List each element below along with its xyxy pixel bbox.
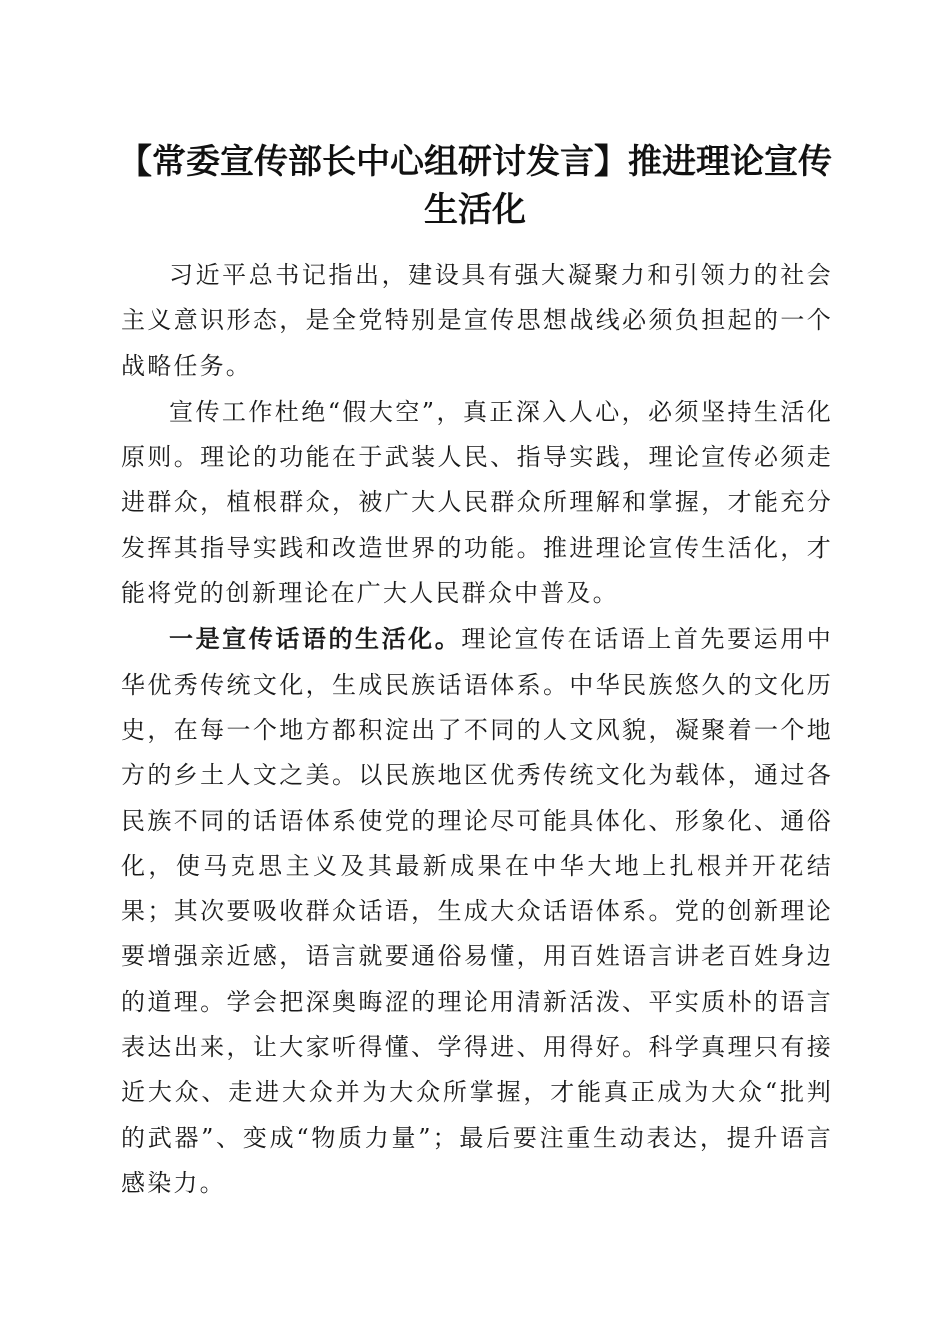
document-title: 【常委宣传部长中心组研讨发言】推进理论宣传生活化 [118, 142, 832, 230]
paragraph-2 [121, 389, 833, 616]
paragraph-1-text: 习近平总书记指出，建设具有强大凝聚力和引领力的社会主义意识形态，是全党特别是宣传思想战线必须负担起的一个战略任务。 [121, 261, 833, 380]
paragraph-3-text: 理论宣传在话语上首先要运用中华优秀传统文化，生成民族话语体系。中华民族悠久的文化历史，在每一个地方都积淀出了不同的人文风貌，凝聚着一个地方的乡土人文之美。以民族地区优秀传统文化为载体，通过各民族不同的话语体系使党的理论尽可能具体化、形象化、通俗化，使马克思主义及其最新成果在中华大地上扎根并开花结果；其次要吸收群众话语，生成大众话语体系。党的创新理论要增强亲近感，语言就要通俗易懂，用百姓语言讲老百姓身边的道理。学会把深奥晦涩的理论用清新活泼、平实质朴的语言表达出来，让大家听得懂、学得进、用得好。科学真理只有接近大众、走进大众并为大众所掌握，才能真正成为大众“批判的武器”、变成“物质力量”；最后要注重生动表达，提升语言感染力。 [121, 625, 833, 1197]
paragraph-2-text: 宣传工作杜绝“假大空”，真正深入人心，必须坚持生活化原则。理论的功能在于武装人民、指导实践，理论宣传必须走进群众，植根群众，被广大人民群众所理解和掌握，才能充分发挥其指导实践和改造世界的功能。推进理论宣传生活化，才能将党的创新理论在广大人民群众中普及。 [121, 397, 833, 608]
paragraph-3 [121, 616, 833, 1206]
paragraph-3-lead: 一是宣传话语的生活化。 [169, 624, 462, 654]
paragraph-1 [121, 252, 833, 389]
document-body [121, 252, 833, 1206]
